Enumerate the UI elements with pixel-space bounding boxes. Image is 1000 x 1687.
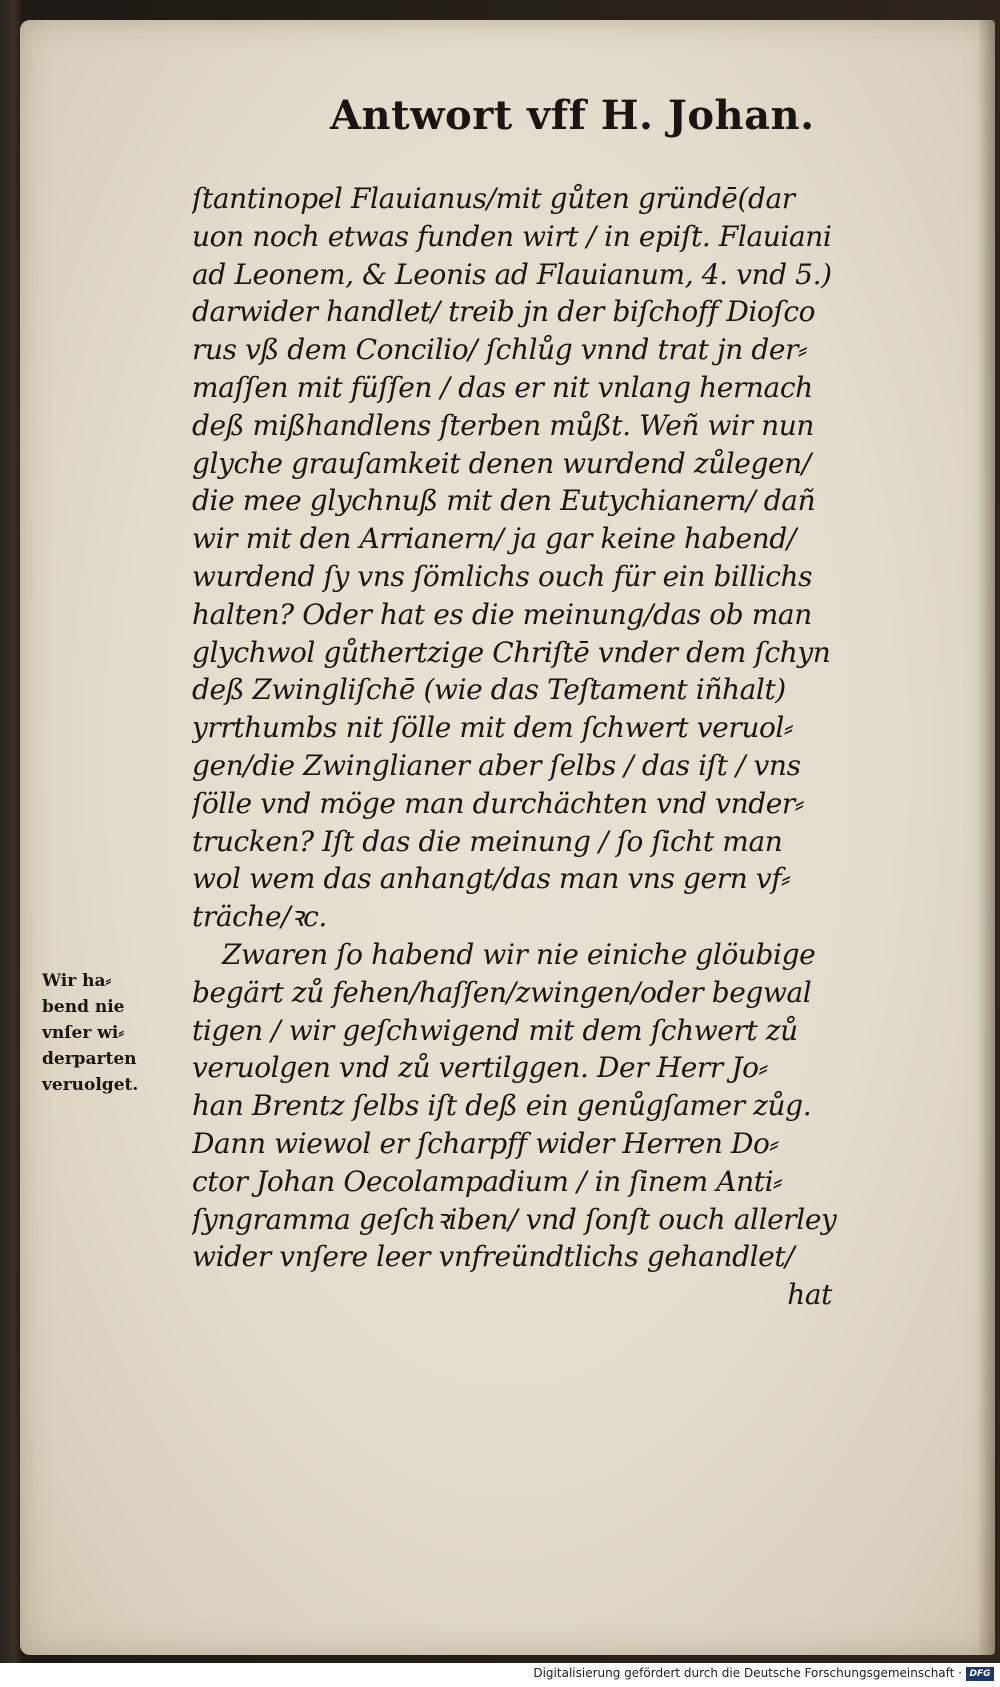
text-line: gen/die Zwinglianer aber ſelbs / das iſt / vns (192, 748, 801, 782)
text-line: träche/ꝛc. (192, 900, 327, 934)
marginal-note-line: veruolget. (42, 1075, 139, 1095)
text-line: wider vnſere leer vnfreündtlichs gehandlet/ (192, 1240, 795, 1274)
text-line: Zwaren ſo habend wir nie einiche glöubige (222, 937, 816, 971)
marginal-note-line: bend nie (42, 997, 125, 1017)
text-line: wol wem das anhangt/das man vns gern vf⸗ (192, 862, 791, 896)
footer-credit: Digitalisierung gefördert durch die Deutsche Forschungsgemeinschaft · (533, 1666, 962, 1680)
body-text (192, 180, 922, 1314)
text-line: maſſen mit füſſen / das er nit vnlang hernach (192, 370, 813, 404)
text-line: ctor Johan Oecolampadium / in ſinem Anti⸗ (192, 1164, 783, 1198)
text-line: glyche grauſamkeit denen wurdend zůlegen/ (192, 446, 811, 480)
catchword: hat (787, 1278, 832, 1312)
marginal-note-line: Wir ha⸗ (42, 971, 112, 991)
text-line: ſyngramma geſchꝛiben/ vnd ſonſt ouch allerley (192, 1202, 837, 1236)
text-line: tigen / wir geſchwigend mit dem ſchwert zů (192, 1013, 798, 1047)
text-line: begärt zů fehen/haſſen/zwingen/oder begwal (192, 975, 812, 1009)
text-line: glychwol gůthertzige Chriſtē vnder dem ſchyn (192, 635, 831, 669)
marginal-note (42, 968, 172, 1098)
text-line: rus vß dem Concilio/ ſchlůg vnnd trat jn der⸗ (192, 333, 808, 367)
text-line: ſtantinopel Flauianus/mit gůten gründē(dar (192, 182, 795, 215)
text-line: yrrthumbs nit ſölle mit dem ſchwert veruol⸗ (192, 711, 793, 745)
text-line: trucken? Iſt das die meinung / ſo ſicht man (192, 824, 783, 858)
text-line: Dann wiewol er ſcharpff wider Herren Do⸗ (192, 1126, 779, 1160)
running-head: Antwort vff H. Johan. (330, 92, 815, 139)
page-edge-shadow (977, 20, 995, 1655)
marginal-note-line: vnſer wi⸗ (42, 1023, 124, 1043)
footer-bar (0, 1663, 1000, 1687)
text-line: wir mit den Arrianern/ ja gar keine habend/ (192, 522, 796, 556)
text-line: uon noch etwas funden wirt / in epiſt. Flauiani (192, 219, 832, 253)
text-line: wurdend ſy vns ſömlichs ouch für ein billichs (192, 559, 813, 593)
text-line: die mee glychnuß mit den Eutychianern/ dañ (192, 484, 816, 518)
text-line: ſölle vnd möge man durchächten vnd vnder⸗ (192, 786, 804, 820)
text-line: veruolgen vnd zů vertilggen. Der Herr Jo⸗ (192, 1051, 768, 1085)
dfg-logo: DFG (966, 1667, 994, 1681)
text-line: halten? Oder hat es die meinung/das ob man (192, 597, 812, 631)
text-line: han Brentz ſelbs iſt deß ein genůgſamer zůg. (192, 1089, 812, 1123)
text-line: deß Zwingliſchē (wie das Teſtament iñhalt) (192, 673, 786, 707)
text-line: darwider handlet/ treib jn der biſchoff Dioſco (192, 295, 816, 329)
text-line: ad Leonem, & Leonis ad Flauianum, 4. vnd 5.) (192, 257, 832, 291)
marginal-note-line: derparten (42, 1049, 137, 1069)
text-line: deß mißhandlens ſterben můßt. Weñ wir nun (192, 408, 815, 442)
